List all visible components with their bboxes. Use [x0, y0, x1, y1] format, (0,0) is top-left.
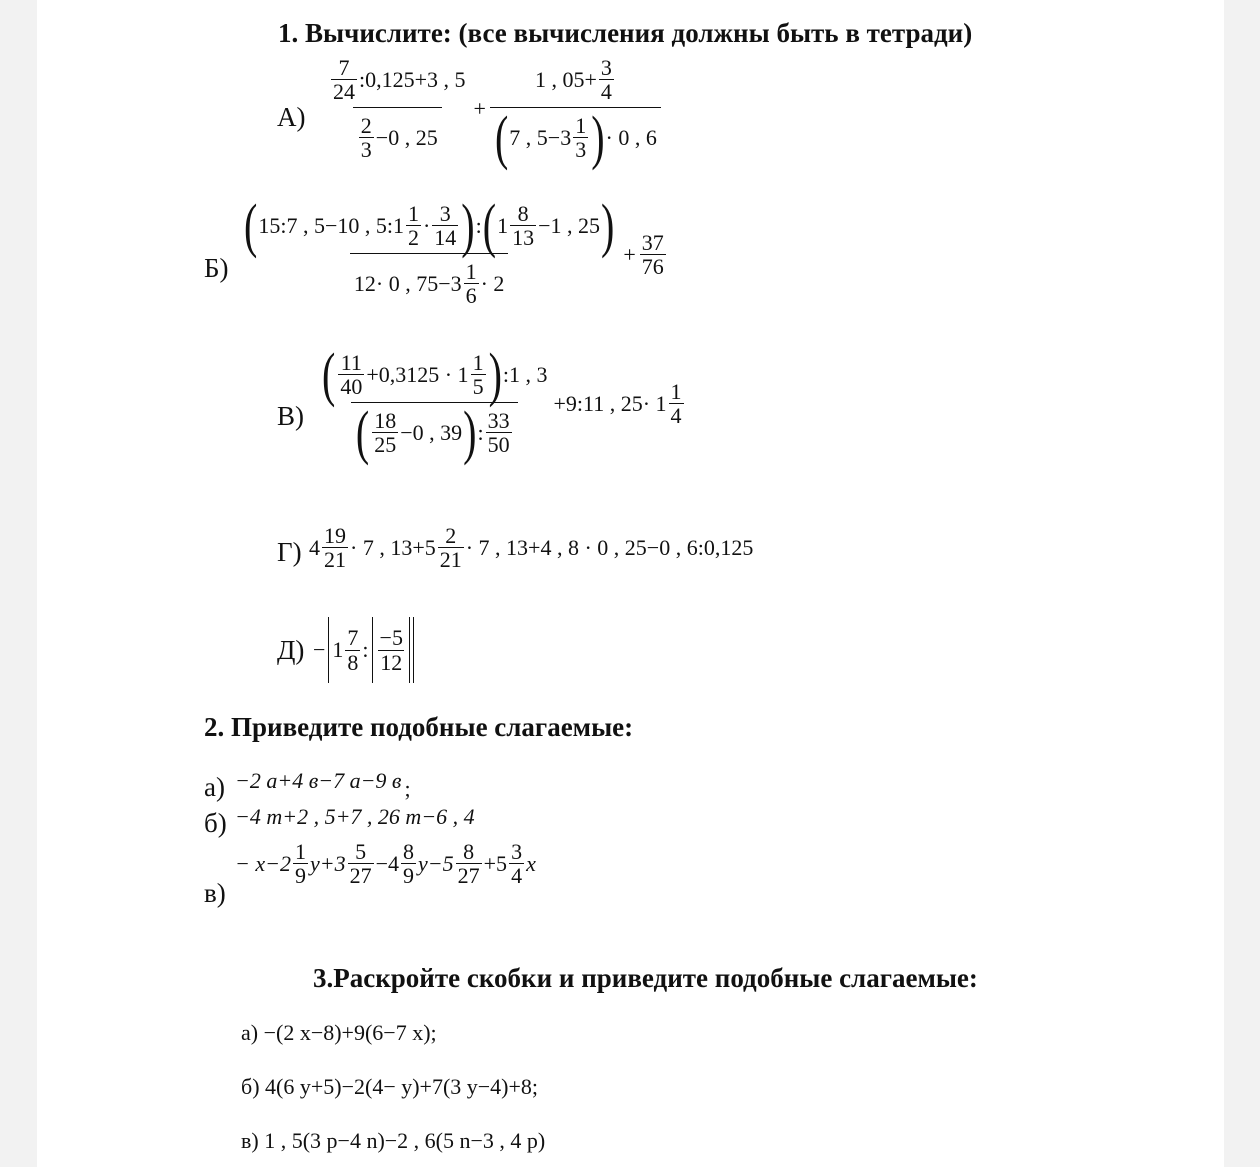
expr-a-right-fraction: 1 , 05+ $\frac{3}{4}$ ( 7 , 5−3 1 3 ) · 0 , 6: [490, 56, 661, 161]
expr-a: 7 24 :0,125+3 , 5 2 3 −0 , 25 + 1 , 05+ $\frac{3}{4}$ ( 7 , 5−3 1 3 ) · 0 , 6: [323, 56, 663, 161]
expr-g: 4 19 21 · 7 , 13+5 2 21 · 7 , 13+4 , 8 · 0 , 25−0 , 6:0,125: [309, 523, 754, 573]
section-3-title: 3.Раскройте скобки и приведите подобные слагаемые:: [313, 963, 978, 993]
label-a: А): [277, 102, 306, 132]
document-page: [37, 0, 1224, 1167]
expr-2v: − x−2 1 9 y+3 5 27 −4 8 9 y−5 8 27 +5 3 4 x: [235, 839, 536, 889]
label-g: Г): [277, 537, 302, 567]
expr-v: ( 11 40 +0,3125 · 1 1 5 ) :1 , 3 ( 18 25 −0 , 39 ) : 33 50 +9:11 , 25· 1 1 4: [322, 340, 682, 466]
label-2b: б): [204, 808, 227, 838]
expr-a-left-fraction: 7 24 :0,125+3 , 5 2 3 −0 , 25: [333, 55, 466, 163]
label-b: Б): [204, 253, 229, 283]
expr-2b: −4 m+2 , 5+7 , 26 m−6 , 4: [235, 804, 475, 829]
label-2v: в): [204, 878, 226, 908]
expr-d: − 1 7 8 : −5 12: [313, 617, 414, 683]
label-v: В): [277, 401, 304, 431]
expr-b: ( 15:7 , 5−10 , 5:1 1 2 · 3 14 ) : ( 1 8 13 −1 , 25 ) 12· 0 , 75−3 1 6 · 2 + $\frac{37}{76}$: [244, 191, 664, 309]
section-2-title: 2. Приведите подобные слагаемые:: [204, 712, 634, 742]
section-1-title: 1. Вычислите: (все вычисления должны быть в тетради): [278, 18, 973, 48]
expr-2a: −2 а+4 в−7 а−9 в ;: [235, 768, 411, 801]
expr-3b: б) 4(6 y+5)−2(4− y)+7(3 y−4)+8;: [241, 1074, 539, 1099]
expr-3a: а) −(2 x−8)+9(6−7 x);: [241, 1020, 437, 1045]
expr-3v: в) 1 , 5(3 p−4 n)−2 , 6(5 n−3 , 4 p): [241, 1128, 546, 1153]
label-2a: а): [204, 772, 225, 802]
label-d: Д): [277, 635, 305, 665]
